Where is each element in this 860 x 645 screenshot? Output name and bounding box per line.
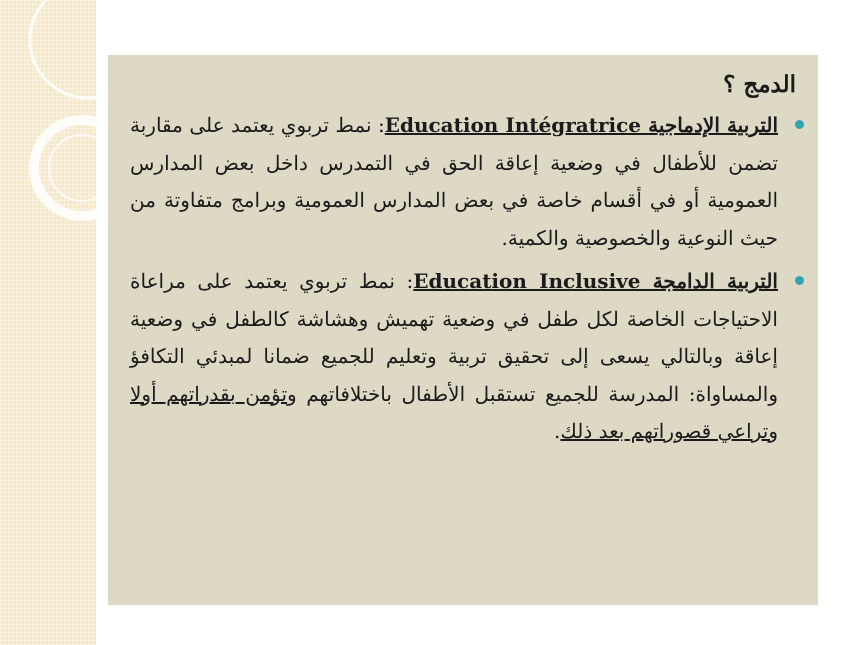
bullet-dot-icon (795, 276, 804, 285)
slide-content (130, 67, 796, 457)
definition-integrative-education: : نمط تربوي يعتمد على مقاربة تضمن للأطفال في وضعية إعاقة الحق في التمدرس داخل بعض المدارس العمومية أو في أقسام خاصة في بعض المدارس العمومية وبرامج متفاوتة من حيث النوعية والخصوصية والكمية. (130, 113, 778, 250)
sentence-end: . (554, 419, 561, 443)
bullet-inclusive-education (130, 263, 796, 451)
bullet-integrative-education (130, 107, 796, 257)
definition-inclusive-education: : نمط تربوي يعتمد على مراعاة الاحتياجات الخاصة لكل طفل في وضعية تهميش وهشاشة كالطفل في وضعية إعاقة وبالتالي يسعى إلى تحقيق تربية وتعليم للجميع ضمانا لمبدئي التكافؤ والمساواة: المدرسة للجميع تستقبل الأطفال باختلافاتهم و (130, 269, 778, 406)
content-panel (108, 55, 818, 605)
bullet-dot-icon (795, 120, 804, 129)
decorative-side-strip (0, 0, 96, 645)
term-integrative-education: التربية الإدماجية Education Intégratrice (384, 113, 779, 137)
slide-heading: الدمج ؟ (723, 71, 796, 98)
term-inclusive-education: التربية الدامجة Education Inclusive (413, 269, 778, 293)
underlined-phrase: تؤمن بقدراتهم أولا وتراعي قصوراتهم بعد ذلك (130, 381, 778, 443)
